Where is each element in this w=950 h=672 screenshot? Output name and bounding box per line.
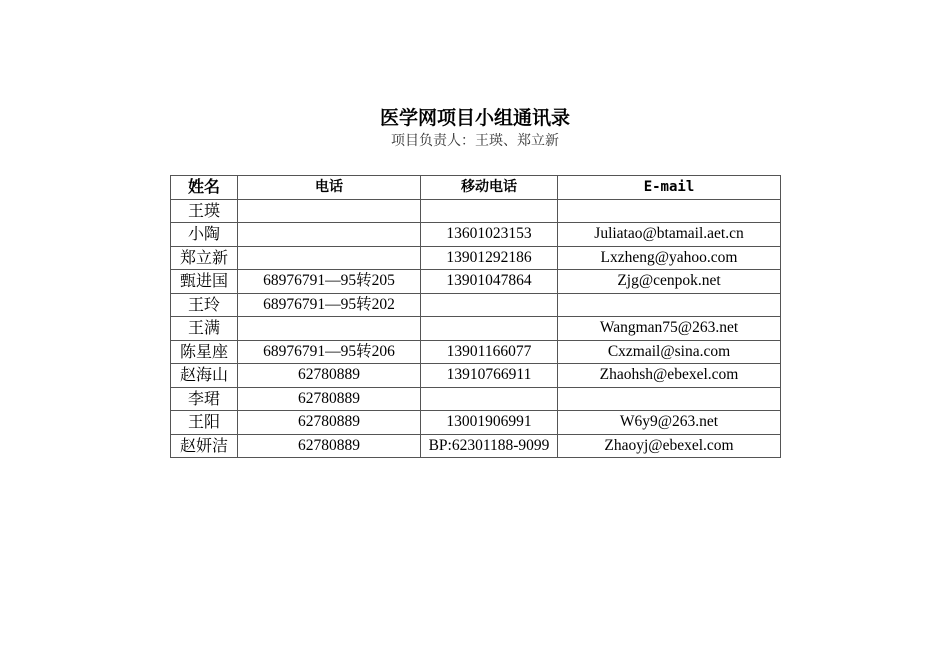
- cell-name: 王瑛: [171, 199, 238, 223]
- cell-name: 王满: [171, 317, 238, 341]
- cell-email: Wangman75@263.net: [558, 317, 781, 341]
- cell-phone: 62780889: [238, 364, 421, 388]
- cell-name: 赵妍洁: [171, 434, 238, 458]
- cell-name: 王阳: [171, 411, 238, 435]
- cell-name: 郑立新: [171, 246, 238, 270]
- cell-mobile: [421, 293, 558, 317]
- cell-email: [558, 293, 781, 317]
- cell-mobile: 13601023153: [421, 223, 558, 247]
- table-row: [171, 223, 781, 247]
- header-email: E-mail: [558, 176, 781, 200]
- cell-mobile: 13901047864: [421, 270, 558, 294]
- table-row: [171, 340, 781, 364]
- cell-phone: [238, 223, 421, 247]
- table-row: [171, 293, 781, 317]
- cell-phone: 68976791—95转206: [238, 340, 421, 364]
- contact-table: [170, 175, 781, 458]
- cell-email: Lxzheng@yahoo.com: [558, 246, 781, 270]
- cell-email: Juliatao@btamail.aet.cn: [558, 223, 781, 247]
- table-row: [171, 434, 781, 458]
- cell-email: Zhaohsh@ebexel.com: [558, 364, 781, 388]
- table-header-row: [171, 176, 781, 200]
- cell-phone: [238, 199, 421, 223]
- cell-name: 李珺: [171, 387, 238, 411]
- cell-phone: 62780889: [238, 434, 421, 458]
- cell-mobile: 13901292186: [421, 246, 558, 270]
- table-row: [171, 270, 781, 294]
- table-row: [171, 387, 781, 411]
- cell-phone: 62780889: [238, 387, 421, 411]
- cell-mobile: [421, 199, 558, 223]
- cell-name: 陈星座: [171, 340, 238, 364]
- header-mobile: 移动电话: [421, 176, 558, 200]
- cell-name: 小陶: [171, 223, 238, 247]
- table-row: [171, 364, 781, 388]
- table-row: [171, 411, 781, 435]
- table-row: [171, 199, 781, 223]
- cell-name: 王玲: [171, 293, 238, 317]
- cell-mobile: [421, 317, 558, 341]
- cell-email: Cxzmail@sina.com: [558, 340, 781, 364]
- cell-email: Zhaoyj@ebexel.com: [558, 434, 781, 458]
- cell-mobile: 13001906991: [421, 411, 558, 435]
- header-name: 姓名: [171, 176, 238, 200]
- cell-phone: 68976791—95转202: [238, 293, 421, 317]
- cell-email: W6y9@263.net: [558, 411, 781, 435]
- document-title: 医学网项目小组通讯录: [379, 107, 570, 129]
- cell-phone: 62780889: [238, 411, 421, 435]
- cell-mobile: 13910766911: [421, 364, 558, 388]
- cell-name: 甄进国: [171, 270, 238, 294]
- cell-mobile: 13901166077: [421, 340, 558, 364]
- table-row: [171, 317, 781, 341]
- cell-email: Zjg@cenpok.net: [558, 270, 781, 294]
- cell-mobile: BP:62301188-9099: [421, 434, 558, 458]
- cell-email: [558, 387, 781, 411]
- cell-name: 赵海山: [171, 364, 238, 388]
- cell-mobile: [421, 387, 558, 411]
- cell-phone: [238, 317, 421, 341]
- cell-email: [558, 199, 781, 223]
- header-phone: 电话: [238, 176, 421, 200]
- cell-phone: [238, 246, 421, 270]
- document-subtitle: 项目负责人：王瑛、郑立新: [391, 133, 559, 149]
- table-row: [171, 246, 781, 270]
- cell-phone: 68976791—95转205: [238, 270, 421, 294]
